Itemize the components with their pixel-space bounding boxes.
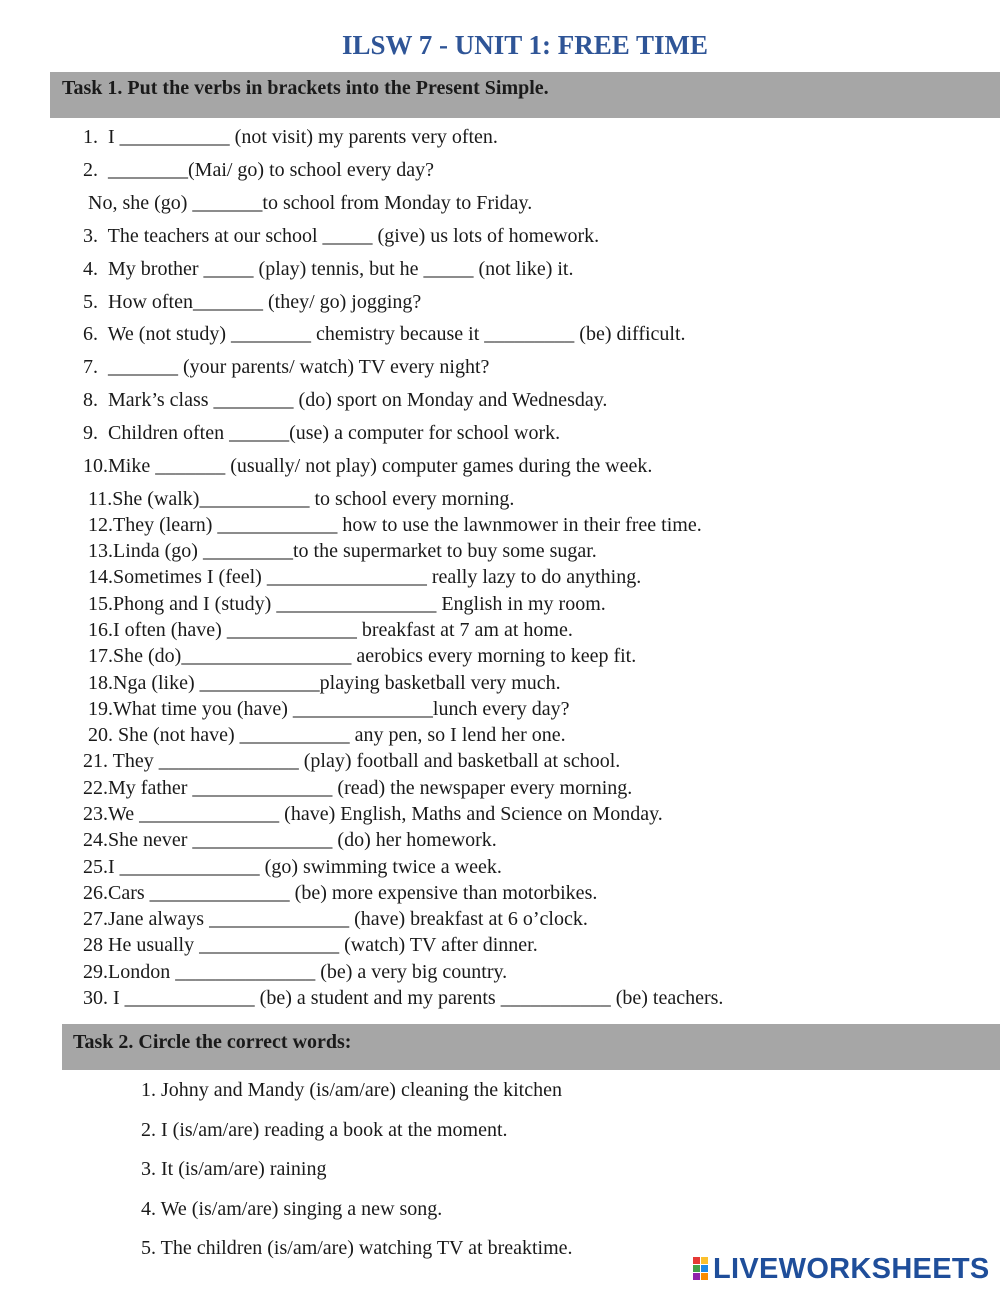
task1-item-20: 20. She (not have) ___________ any pen, so I lend her one. [88, 724, 566, 746]
task1-item-17: 17.She (do)_________________ aerobics every morning to keep fit. [88, 645, 637, 667]
task1-item-24: 24.She never ______________ (do) her homework. [83, 829, 497, 851]
task1-item-18: 18.Nga (like) ____________playing basketball very much. [88, 672, 561, 694]
task1-item-15: 15.Phong and I (study) ________________ English in my room. [88, 593, 606, 615]
task1-item-3: 3. The teachers at our school _____ (give) us lots of homework. [83, 225, 600, 247]
task2-heading: Task 2. Circle the correct words: [62, 1024, 1000, 1070]
task1-item-25: 25.I ______________ (go) swimming twice a week. [83, 856, 502, 878]
task1-item-28: 28 He usually ______________ (watch) TV after dinner. [83, 934, 538, 956]
task1-item-29: 29.London ______________ (be) a very big country. [83, 961, 508, 983]
task1-item-5: 5. How often_______ (they/ go) jogging? [83, 291, 422, 313]
task1-item-19: 19.What time you (have) ______________lunch every day? [88, 698, 570, 720]
logo-block-icon [701, 1257, 708, 1264]
liveworksheets-logo [693, 1254, 990, 1284]
task1-item-9: 9. Children often ______(use) a computer for school work. [83, 422, 561, 444]
task2-item-4: 4. We (is/am/are) singing a new song. [141, 1198, 443, 1220]
task2-item-5: 5. The children (is/am/are) watching TV at breaktime. [141, 1237, 573, 1259]
task1-item-27: 27.Jane always ______________ (have) breakfast at 6 o’clock. [83, 908, 588, 930]
task1-item-16: 16.I often (have) _____________ breakfast at 7 am at home. [88, 619, 573, 641]
task2-item-3: 3. It (is/am/are) raining [141, 1158, 327, 1180]
task2-item-2: 2. I (is/am/are) reading a book at the moment. [141, 1119, 508, 1141]
task1-item-14: 14.Sometimes I (feel) ________________ really lazy to do anything. [88, 566, 642, 588]
task1-item-12: 12.They (learn) ____________ how to use the lawnmower in their free time. [88, 514, 702, 536]
task1-item-8: 8. Mark’s class ________ (do) sport on Monday and Wednesday. [83, 389, 608, 411]
task1-item-21: 21. They ______________ (play) football and basketball at school. [83, 750, 621, 772]
task1-item-30: 30. I _____________ (be) a student and my parents ___________ (be) teachers. [83, 987, 724, 1009]
task1-item-1: 1. I ___________ (not visit) my parents very often. [83, 126, 498, 148]
task1-item-4: 4. My brother _____ (play) tennis, but he _____ (not like) it. [83, 258, 574, 280]
task1-item-7: 7. _______ (your parents/ watch) TV every night? [83, 356, 490, 378]
task1-item-26: 26.Cars ______________ (be) more expensive than motorbikes. [83, 882, 598, 904]
task1-item-10: 10.Mike _______ (usually/ not play) computer games during the week. [83, 455, 653, 477]
logo-block-icon [693, 1265, 700, 1272]
logo-block-icon [701, 1273, 708, 1280]
worksheet-title: ILSW 7 - UNIT 1: FREE TIME [341, 30, 709, 60]
logo-block-icon [693, 1257, 700, 1264]
task1-item-13: 13.Linda (go) _________to the supermarket to buy some sugar. [88, 540, 597, 562]
logo-block-icon [701, 1265, 708, 1272]
task1-item-22: 22.My father ______________ (read) the newspaper every morning. [83, 777, 633, 799]
task1-item-2-answer: No, she (go) _______to school from Monday to Friday. [88, 192, 533, 214]
task2-item-1: 1. Johny and Mandy (is/am/are) cleaning the kitchen [141, 1079, 562, 1101]
task1-item-11: 11.She (walk)___________ to school every morning. [88, 488, 515, 510]
logo-block-icon [693, 1273, 700, 1280]
liveworksheets-logo-text: LIVEWORKSHEETS [713, 1252, 990, 1285]
task1-heading: Task 1. Put the verbs in brackets into the Present Simple. [50, 72, 1000, 118]
task1-item-23: 23.We ______________ (have) English, Maths and Science on Monday. [83, 803, 663, 825]
task1-item-2: 2. ________(Mai/ go) to school every day? [83, 159, 435, 181]
liveworksheets-logo-icon [693, 1257, 709, 1281]
task1-item-6: 6. We (not study) ________ chemistry because it _________ (be) difficult. [83, 323, 686, 345]
